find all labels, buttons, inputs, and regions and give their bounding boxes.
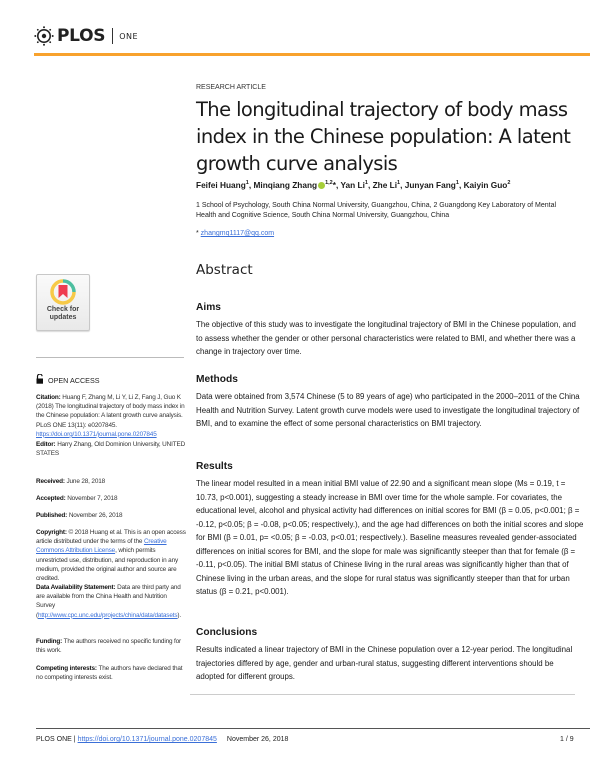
abstract-heading: Abstract	[196, 262, 253, 278]
author: Feifei Huang	[196, 180, 246, 190]
author: Kaiyin Guo	[463, 180, 508, 190]
section-text-conclusions: Results indicated a linear trajectory of BMI in the Chinese population over a 12-year period. The longitudinal trajectories differed by age, gender and urban-rural status, suggesting different interventions should be adopted for different groups.	[196, 645, 573, 681]
email-link[interactable]: zhangmq1117@qq.com	[200, 230, 275, 237]
competing-interests: Competing interests: The authors have declared that no competing interests exist.	[36, 665, 183, 682]
section-text-methods: Data were obtained from 3,574 Chinese (5 to 89 years of age) who participated in the 2000–2011 of the China Health and Nutrition Survey. Latent growth curve models were used to investigate the longitudinal trajectory of BMI, and to examine the effect of some personal characteristics on BMI trajectory.	[196, 392, 580, 428]
section-text-results: The linear model resulted in a mean initial BMI value of 22.90 and a significant mean slope (Ms = 0.19, t = 10.73, p<0.001), suggesting a steady increase in BMI over time for the whole sample. For covariates, the educational level, alcohol and physical activity had differences on initial scores for BMI (β = 0.05, p<0.001; β = -0.12, p<0.05; β = -0.08, p<0.05; respectively.), and the age had differences on both the initial scores and slope for BMI (β = 0.01, p= <0.05; β = -0.03, p<0.01; respectively.). Baseline measures revealed gender-associated differences on initial scores for BMI, and the slope for male was significantly steeper than that for female (β = -0.11, p<0.05). The initial BMI status of Chinese living in the rural areas was significantly higher than that of Chinese living in the urban areas, and the slope for rural status was significantly steeper than that for urban status (β = 0.21, p<0.001).	[196, 479, 584, 596]
footer-doi-link[interactable]: https://doi.org/10.1371/journal.pone.0207845	[77, 736, 217, 743]
article-title: The longitudinal trajectory of body mass index in the Chinese population: A latent growth curve analysis	[196, 98, 571, 175]
check-updates-label: Check for updates	[46, 306, 80, 321]
section-heading-results: Results	[196, 461, 233, 472]
section-heading-conclusions: Conclusions	[196, 627, 258, 638]
section-heading-aims: Aims	[196, 302, 221, 313]
author-list: Feifei Huang$^1$, Minqiang Zhang $^{1,2}$*, Yan Li$^1$, Zhe Li$^1$, Junyan Fang$^1$, Kaiyin Guo$^2$	[196, 180, 511, 190]
plos-logo-icon	[34, 26, 54, 46]
footer-rule	[36, 728, 590, 729]
affiliations: 1 School of Psychology, South China Normal University, Guangzhou, China, 2 Guangdong Key Laboratory of Mental Health and Cognitive Science, South China Normal University, Guangzhou, China	[196, 202, 557, 219]
journal-sub: ONE	[119, 31, 139, 41]
data-source-link[interactable]: http://www.cpc.unc.edu/projects/china/data/datasets	[37, 611, 178, 619]
abstract-bottom-rule	[190, 694, 575, 695]
journal-name: PLOS	[57, 26, 106, 46]
funding: Funding: The authors received no specific funding for this work.	[36, 638, 182, 655]
check-for-updates-button[interactable]	[36, 274, 90, 331]
accepted-date: Accepted: November 7, 2018	[36, 495, 118, 502]
section-heading-methods: Methods	[196, 374, 238, 385]
author: Junyan Fang	[404, 180, 456, 190]
author: Minqiang Zhang	[253, 180, 318, 190]
published-date: Published: November 26, 2018	[36, 512, 123, 519]
copyright: Copyright: © 2018 Huang et al. This is an open access article distributed under the terms of the Creative Commons Attribution License, which permits unrestricted use, distribution, and reproduction in any medium, provided the original author and source are credited.	[36, 529, 186, 583]
footer-date: November 26, 2018	[226, 736, 289, 743]
article-type: RESEARCH ARTICLE	[196, 84, 266, 91]
open-lock-icon	[36, 374, 44, 386]
cc-license-link[interactable]: Creative Commons Attribution License	[36, 538, 167, 555]
page-number: 1 / 9	[560, 736, 574, 743]
citation-doi-link[interactable]: https://doi.org/10.1371/journal.pone.0207845	[36, 430, 157, 438]
editor: Editor: Harry Zhang, Old Dominion University, UNITED STATES	[36, 441, 186, 458]
received-date: Received: June 28, 2018	[36, 478, 106, 485]
citation: Citation: Huang F, Zhang M, Li Y, Li Z, Fang J, Guo K (2018) The longitudinal trajectory of body mass index in the Chinese population: A latent growth curve analysis. PLoS ONE 13(11): e0207845. https://doi.org/10.1371/journal.pone.0207845	[36, 394, 185, 438]
check-updates-icon	[50, 279, 76, 305]
data-availability: Data Availability Statement: Data are third party and are available from the China Health and Nutrition Survey (http://www.cpc.unc.edu/projects/china/data/datasets).	[36, 584, 182, 619]
footer-journal: PLOS ONE |	[36, 736, 76, 743]
plos-one-logo	[34, 25, 138, 47]
open-access-badge: OPEN ACCESS	[36, 374, 100, 386]
author: Yan Li	[340, 180, 365, 190]
sidebar-rule	[36, 357, 184, 358]
logo-divider	[112, 28, 113, 44]
author: Zhe Li	[372, 180, 398, 190]
header-rule	[34, 53, 590, 56]
section-text-aims: The objective of this study was to investigate the longitudinal trajectory of BMI in the Chinese population, and to assess whether the gender or other personal characteristics were related to BMI, and whether there was a change in trajectory over time.	[196, 320, 576, 356]
page-footer	[36, 736, 288, 743]
corresponding-email: * zhangmq1117@qq.com	[196, 230, 275, 237]
